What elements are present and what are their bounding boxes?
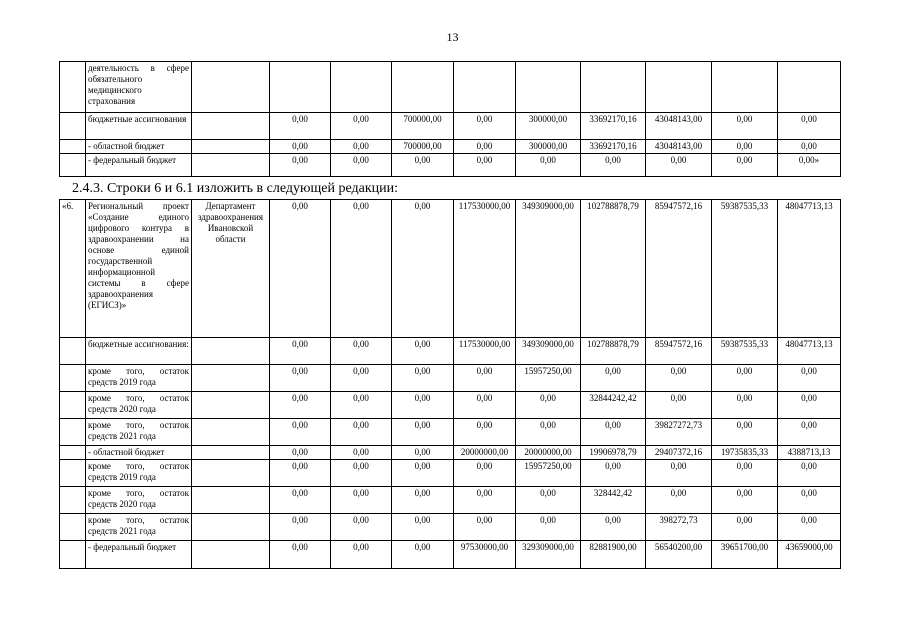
amount-cell: 20000000,00 bbox=[454, 446, 516, 460]
table-row bbox=[60, 419, 841, 446]
amount-cell: 0,00 bbox=[270, 541, 331, 569]
row-number-cell bbox=[60, 419, 86, 446]
row-description-cell: кроме того, остаток средств 2020 года bbox=[86, 487, 192, 514]
amount-cell bbox=[646, 62, 712, 113]
amount-cell: 0,00 bbox=[516, 419, 581, 446]
amount-cell: 0,00 bbox=[454, 514, 516, 541]
amount-cell bbox=[712, 62, 778, 113]
row-number-cell bbox=[60, 62, 86, 113]
responsible-department-cell: Департамент здравоохранения Ивановской области bbox=[192, 200, 270, 338]
table-row bbox=[60, 392, 841, 419]
amount-cell: 39651700,00 bbox=[712, 541, 778, 569]
amount-cell: 0,00 bbox=[331, 140, 392, 154]
row-number-cell bbox=[60, 392, 86, 419]
amount-cell: 0,00 bbox=[331, 446, 392, 460]
amount-cell: 0,00 bbox=[331, 365, 392, 392]
table-row bbox=[60, 514, 841, 541]
table-row bbox=[60, 460, 841, 487]
table-row bbox=[60, 200, 841, 338]
row-number-cell bbox=[60, 140, 86, 154]
amount-cell bbox=[516, 62, 581, 113]
row-description-cell: - областной бюджет bbox=[86, 140, 192, 154]
table-row bbox=[60, 113, 841, 140]
amount-cell: 0,00 bbox=[454, 154, 516, 177]
amount-cell: 349309000,00 bbox=[516, 200, 581, 338]
amount-cell: 0,00 bbox=[516, 392, 581, 419]
amount-cell: 0,00 bbox=[581, 154, 646, 177]
amount-cell: 0,00 bbox=[392, 460, 454, 487]
amount-cell: 300000,00 bbox=[516, 140, 581, 154]
amount-cell: 19906978,79 bbox=[581, 446, 646, 460]
amount-cell: 0,00 bbox=[516, 154, 581, 177]
amount-cell: 700000,00 bbox=[392, 140, 454, 154]
amount-cell: 0,00 bbox=[392, 154, 454, 177]
responsible-department-cell bbox=[192, 62, 270, 113]
responsible-department-cell bbox=[192, 446, 270, 460]
amount-cell: 0,00 bbox=[270, 460, 331, 487]
table-row bbox=[60, 140, 841, 154]
row-number-cell bbox=[60, 541, 86, 569]
responsible-department-cell bbox=[192, 113, 270, 140]
amount-cell: 29407372,16 bbox=[646, 446, 712, 460]
responsible-department-cell bbox=[192, 419, 270, 446]
amount-cell: 0,00 bbox=[712, 140, 778, 154]
amount-cell: 0,00 bbox=[331, 514, 392, 541]
amount-cell: 0,00 bbox=[392, 541, 454, 569]
amount-cell: 0,00 bbox=[331, 154, 392, 177]
amount-cell: 56540200,00 bbox=[646, 541, 712, 569]
amount-cell: 700000,00 bbox=[392, 113, 454, 140]
responsible-department-cell bbox=[192, 487, 270, 514]
table-row bbox=[60, 541, 841, 569]
amount-cell: 0,00 bbox=[646, 487, 712, 514]
table-row bbox=[60, 365, 841, 392]
amount-cell: 82881900,00 bbox=[581, 541, 646, 569]
amount-cell: 0,00 bbox=[392, 365, 454, 392]
amount-cell: 398272,73 bbox=[646, 514, 712, 541]
amount-cell: 0,00 bbox=[270, 392, 331, 419]
amount-cell: 0,00 bbox=[270, 338, 331, 365]
amount-cell: 117530000,00 bbox=[454, 338, 516, 365]
row-number-cell bbox=[60, 446, 86, 460]
amount-cell: 39827272,73 bbox=[646, 419, 712, 446]
table-row bbox=[60, 338, 841, 365]
amount-cell: 0,00 bbox=[778, 113, 841, 140]
amount-cell: 97530000,00 bbox=[454, 541, 516, 569]
amount-cell: 0,00 bbox=[712, 487, 778, 514]
amount-cell: 33692170,16 bbox=[581, 113, 646, 140]
amount-cell: 0,00 bbox=[270, 113, 331, 140]
amount-cell: 15957250,00 bbox=[516, 365, 581, 392]
row-description-cell: кроме того, остаток средств 2019 года bbox=[86, 365, 192, 392]
amount-cell: 0,00 bbox=[778, 365, 841, 392]
amount-cell: 32844242,42 bbox=[581, 392, 646, 419]
amount-cell bbox=[581, 62, 646, 113]
amount-cell: 0,00 bbox=[331, 419, 392, 446]
amount-cell: 0,00 bbox=[454, 487, 516, 514]
amount-cell: 0,00 bbox=[778, 514, 841, 541]
amount-cell: 15957250,00 bbox=[516, 460, 581, 487]
amount-cell: 0,00 bbox=[331, 487, 392, 514]
amount-cell: 328442,42 bbox=[581, 487, 646, 514]
row-number-cell bbox=[60, 338, 86, 365]
amount-cell: 0,00 bbox=[270, 140, 331, 154]
responsible-department-cell bbox=[192, 541, 270, 569]
amount-cell: 0,00 bbox=[454, 365, 516, 392]
amount-cell: 0,00 bbox=[712, 113, 778, 140]
amount-cell: 4388713,13 bbox=[778, 446, 841, 460]
amount-cell bbox=[454, 62, 516, 113]
amount-cell: 329309000,00 bbox=[516, 541, 581, 569]
amount-cell: 0,00 bbox=[392, 514, 454, 541]
page-number: 13 bbox=[446, 30, 459, 44]
amount-cell: 85947572,16 bbox=[646, 338, 712, 365]
amount-cell: 43048143,00 bbox=[646, 113, 712, 140]
amount-cell: 0,00 bbox=[270, 200, 331, 338]
amount-cell: 0,00 bbox=[270, 419, 331, 446]
responsible-department-cell bbox=[192, 460, 270, 487]
amount-cell: 0,00 bbox=[646, 392, 712, 419]
row-description-cell: кроме того, остаток средств 2020 года bbox=[86, 392, 192, 419]
amount-cell: 0,00 bbox=[712, 460, 778, 487]
amount-cell: 0,00 bbox=[331, 460, 392, 487]
amount-cell: 102788878,79 bbox=[581, 338, 646, 365]
amount-cell: 59387535,33 bbox=[712, 338, 778, 365]
amount-cell: 0,00 bbox=[392, 487, 454, 514]
row-description-cell: бюджетные ассигнования bbox=[86, 113, 192, 140]
amount-cell: 0,00 bbox=[270, 446, 331, 460]
amount-cell: 0,00 bbox=[516, 514, 581, 541]
amount-cell: 0,00 bbox=[454, 140, 516, 154]
table-row bbox=[60, 446, 841, 460]
amount-cell: 0,00 bbox=[331, 200, 392, 338]
amount-cell: 0,00 bbox=[454, 392, 516, 419]
responsible-department-cell bbox=[192, 514, 270, 541]
amount-cell: 0,00 bbox=[270, 154, 331, 177]
amount-cell bbox=[778, 62, 841, 113]
row-description-cell: - областной бюджет bbox=[86, 446, 192, 460]
amount-cell: 102788878,79 bbox=[581, 200, 646, 338]
amount-cell: 0,00 bbox=[778, 140, 841, 154]
responsible-department-cell bbox=[192, 154, 270, 177]
amount-cell: 0,00 bbox=[270, 487, 331, 514]
row-description-cell: Региональный проект «Создание единого цифрового контура в здравоохранении на основе единой государственной информационной системы в сфере здравоохранения (ЕГИСЗ)» bbox=[86, 200, 192, 338]
amount-cell: 0,00 bbox=[581, 514, 646, 541]
row-number-cell bbox=[60, 154, 86, 177]
amount-cell: 0,00 bbox=[646, 365, 712, 392]
budget-table-continued bbox=[59, 61, 841, 177]
amount-cell: 0,00 bbox=[712, 514, 778, 541]
row-number-cell bbox=[60, 365, 86, 392]
amount-cell: 0,00 bbox=[778, 419, 841, 446]
amount-cell: 0,00 bbox=[454, 113, 516, 140]
amount-cell: 0,00 bbox=[454, 419, 516, 446]
table-row bbox=[60, 154, 841, 177]
amount-cell: 349309000,00 bbox=[516, 338, 581, 365]
amount-cell: 0,00 bbox=[646, 460, 712, 487]
amount-cell: 0,00 bbox=[392, 338, 454, 365]
amount-cell: 20000000,00 bbox=[516, 446, 581, 460]
row-description-cell: деятельность в сфере обязательного медицинского страхования bbox=[86, 62, 192, 113]
amount-cell: 0,00 bbox=[331, 541, 392, 569]
responsible-department-cell bbox=[192, 365, 270, 392]
amount-cell: 33692170,16 bbox=[581, 140, 646, 154]
amount-cell: 0,00» bbox=[778, 154, 841, 177]
amount-cell bbox=[270, 62, 331, 113]
row-description-cell: кроме того, остаток средств 2021 года bbox=[86, 419, 192, 446]
amount-cell: 300000,00 bbox=[516, 113, 581, 140]
amount-cell: 0,00 bbox=[778, 487, 841, 514]
amount-cell: 0,00 bbox=[712, 365, 778, 392]
amount-cell: 0,00 bbox=[392, 419, 454, 446]
responsible-department-cell bbox=[192, 140, 270, 154]
amount-cell bbox=[331, 62, 392, 113]
amount-cell: 0,00 bbox=[270, 365, 331, 392]
amount-cell bbox=[392, 62, 454, 113]
amount-cell: 0,00 bbox=[778, 460, 841, 487]
responsible-department-cell bbox=[192, 392, 270, 419]
amount-cell: 85947572,16 bbox=[646, 200, 712, 338]
row-description-cell: кроме того, остаток средств 2021 года bbox=[86, 514, 192, 541]
row-description-cell: - федеральный бюджет bbox=[86, 154, 192, 177]
row-number-cell bbox=[60, 487, 86, 514]
row-description-cell: кроме того, остаток средств 2019 года bbox=[86, 460, 192, 487]
amount-cell: 19735835,33 bbox=[712, 446, 778, 460]
table-row bbox=[60, 62, 841, 113]
row-description-cell: - федеральный бюджет bbox=[86, 541, 192, 569]
row-number-cell: «6. bbox=[60, 200, 86, 338]
responsible-department-cell bbox=[192, 338, 270, 365]
amount-cell: 0,00 bbox=[392, 200, 454, 338]
amount-cell: 59387535,33 bbox=[712, 200, 778, 338]
table-row bbox=[60, 487, 841, 514]
amount-cell: 0,00 bbox=[516, 487, 581, 514]
amount-cell: 0,00 bbox=[454, 460, 516, 487]
amount-cell: 0,00 bbox=[392, 392, 454, 419]
amount-cell: 0,00 bbox=[581, 460, 646, 487]
row-number-cell bbox=[60, 460, 86, 487]
amount-cell: 0,00 bbox=[331, 338, 392, 365]
amount-cell: 0,00 bbox=[778, 392, 841, 419]
budget-table-main bbox=[59, 199, 841, 569]
amount-cell: 0,00 bbox=[581, 419, 646, 446]
amount-cell: 43659000,00 bbox=[778, 541, 841, 569]
row-description-cell: бюджетные ассигнования: bbox=[86, 338, 192, 365]
section-heading: 2.4.3. Строки 6 и 6.1 изложить в следующей редакции: bbox=[72, 181, 398, 196]
row-number-cell bbox=[60, 514, 86, 541]
amount-cell: 48047713,13 bbox=[778, 200, 841, 338]
amount-cell: 0,00 bbox=[712, 419, 778, 446]
amount-cell: 48047713,13 bbox=[778, 338, 841, 365]
amount-cell: 0,00 bbox=[392, 446, 454, 460]
amount-cell: 0,00 bbox=[331, 113, 392, 140]
amount-cell: 117530000,00 bbox=[454, 200, 516, 338]
amount-cell: 0,00 bbox=[581, 365, 646, 392]
amount-cell: 0,00 bbox=[712, 392, 778, 419]
amount-cell: 0,00 bbox=[331, 392, 392, 419]
amount-cell: 0,00 bbox=[712, 154, 778, 177]
amount-cell: 43048143,00 bbox=[646, 140, 712, 154]
amount-cell: 0,00 bbox=[270, 514, 331, 541]
row-number-cell bbox=[60, 113, 86, 140]
amount-cell: 0,00 bbox=[646, 154, 712, 177]
